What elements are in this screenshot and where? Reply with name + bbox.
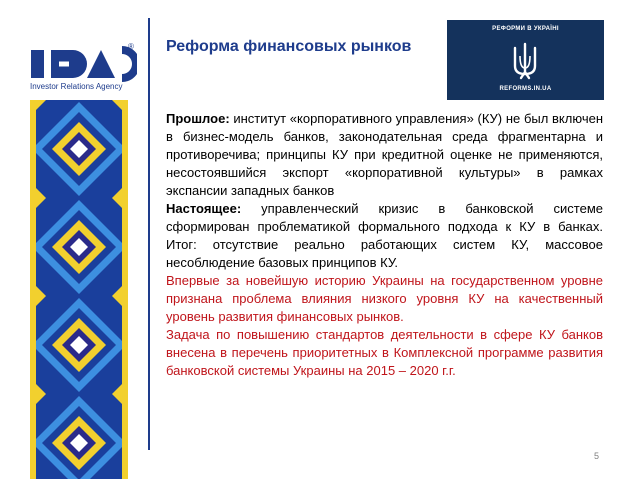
badge-bottom-text: REFORMS.IN.UA xyxy=(499,86,552,92)
ira-logo xyxy=(27,42,137,107)
slide-title: Реформа финансовых рынков xyxy=(166,38,412,55)
past-text: институт «корпоративного управления» (КУ) не был включен в бизнес-модель банков, законодательная среда фрагментарна и противоречива; принципы КУ при кредитной оценке не применяются, несостоявшийся экспорт «корпоративной культуры» в рамках экспансии западных банков xyxy=(166,111,603,198)
embroidery-ornament xyxy=(30,100,128,479)
registered-mark: ® xyxy=(128,42,134,51)
highlight-paragraph-1: Впервые за новейшую историю Украины на государственном уровне признана проблема влияния низкого уровня КУ на качественный уровень развития финансовых рынков. xyxy=(166,273,603,324)
past-label: Прошлое: xyxy=(166,111,230,126)
present-paragraph xyxy=(166,200,603,272)
vertical-divider xyxy=(148,18,150,450)
badge-top-text: РЕФОРМИ В УКРАЇНІ xyxy=(492,26,559,32)
reforms-badge[interactable] xyxy=(447,20,604,100)
past-paragraph xyxy=(166,110,603,200)
trident-icon xyxy=(511,42,539,80)
present-text: управленческий кризис в банковской системе сформирован проблематикой формального подхода к КУ в банках. Итог: отсутствие реально работающих систем КУ, массовое несоблюдение базовых принципов КУ. xyxy=(166,201,603,270)
page-number: 5 xyxy=(594,451,600,461)
highlight-paragraph-2: Задача по повышению стандартов деятельности в сфере КУ банков внесена в перечень приоритетных в Комплексной программе развития банковской системы Украины на 2015 – 2020 г.г. xyxy=(166,327,603,378)
present-label: Настоящее: xyxy=(166,201,242,216)
content-block xyxy=(166,110,603,380)
logo-tagline: Investor Relations Agency xyxy=(30,82,123,91)
